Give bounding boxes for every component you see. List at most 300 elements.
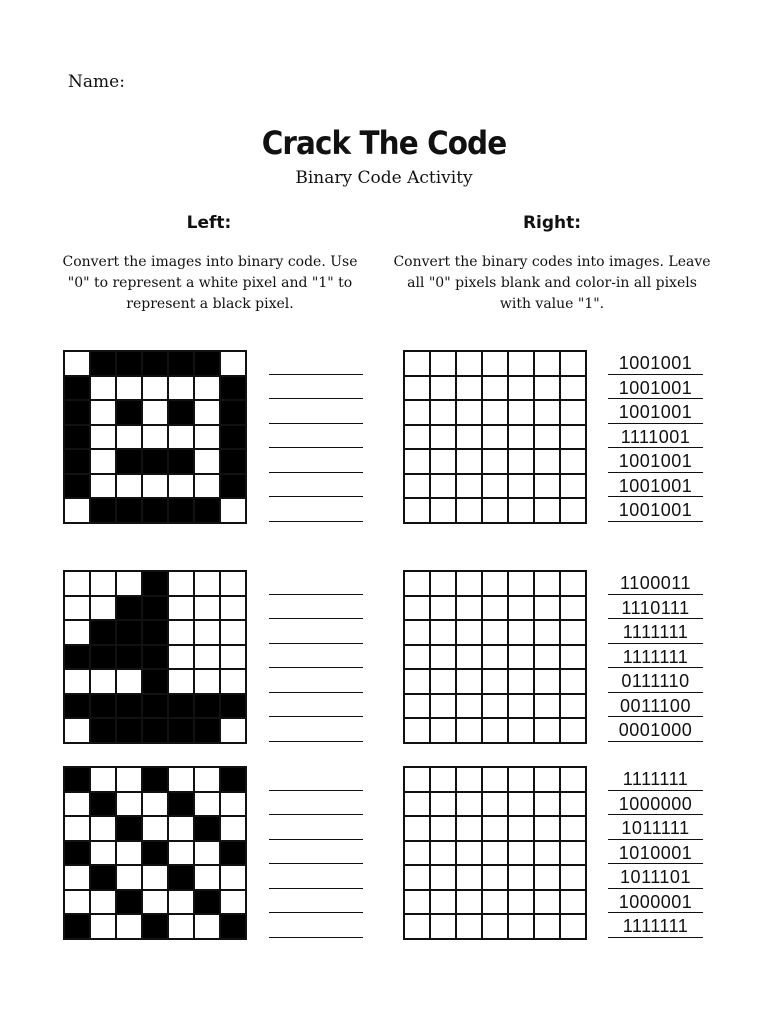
pixel-cell[interactable] [482, 669, 508, 694]
pixel-cell[interactable] [508, 645, 534, 670]
pixel-cell[interactable] [404, 571, 430, 596]
pixel-cell [220, 425, 246, 450]
pixel-cell[interactable] [430, 571, 456, 596]
pixel-cell[interactable] [508, 865, 534, 890]
pixel-cell[interactable] [430, 914, 456, 939]
answer-line[interactable] [269, 889, 363, 914]
pixel-cell[interactable] [482, 645, 508, 670]
pixel-cell[interactable] [430, 425, 456, 450]
pixel-cell [168, 718, 194, 743]
binary-code: 0111110 [608, 668, 703, 693]
pixel-cell [194, 400, 220, 425]
pixel-cell[interactable] [482, 890, 508, 915]
pixel-cell [194, 351, 220, 376]
pixel-cell[interactable] [508, 767, 534, 792]
pixel-cell[interactable] [534, 425, 560, 450]
pixel-cell [90, 449, 116, 474]
pixel-cell[interactable] [560, 669, 586, 694]
pixel-cell[interactable] [534, 914, 560, 939]
pixel-cell[interactable] [430, 596, 456, 621]
pixel-cell[interactable] [482, 400, 508, 425]
pixel-cell[interactable] [560, 792, 586, 817]
pixel-cell [142, 498, 168, 523]
answer-line[interactable] [269, 350, 363, 375]
pixel-cell [168, 841, 194, 866]
pixel-cell [90, 890, 116, 915]
pixel-cell[interactable] [560, 449, 586, 474]
binary-code: 1111111 [608, 644, 703, 669]
pixel-cell[interactable] [482, 571, 508, 596]
pixel-cell [64, 571, 90, 596]
pixel-cell[interactable] [482, 620, 508, 645]
pixel-cell [142, 816, 168, 841]
pixel-cell[interactable] [508, 596, 534, 621]
pixel-cell [194, 474, 220, 499]
left-image-grid-1 [63, 350, 247, 524]
pixel-cell [168, 816, 194, 841]
pixel-cell[interactable] [508, 694, 534, 719]
pixel-cell [64, 620, 90, 645]
pixel-cell[interactable] [508, 351, 534, 376]
pixel-cell[interactable] [404, 669, 430, 694]
answer-line[interactable] [269, 424, 363, 449]
pixel-cell[interactable] [482, 767, 508, 792]
pixel-cell [90, 351, 116, 376]
pixel-cell[interactable] [430, 792, 456, 817]
pixel-cell[interactable] [456, 400, 482, 425]
left-heading: Left: [186, 213, 232, 233]
pixel-cell[interactable] [430, 498, 456, 523]
pixel-cell [220, 571, 246, 596]
pixel-cell[interactable] [456, 425, 482, 450]
pixel-cell[interactable] [456, 914, 482, 939]
pixel-cell[interactable] [534, 351, 560, 376]
pixel-cell [142, 425, 168, 450]
pixel-cell [194, 425, 220, 450]
binary-code: 1010001 [608, 840, 703, 865]
right-heading: Right: [522, 213, 582, 233]
pixel-cell[interactable] [404, 890, 430, 915]
pixel-cell [142, 767, 168, 792]
pixel-cell[interactable] [404, 914, 430, 939]
pixel-cell [168, 645, 194, 670]
right-instructions: Convert the binary codes into images. Leave all "0" pixels blank and color-in all pixels with value "1". [393, 254, 711, 312]
pixel-cell[interactable] [560, 425, 586, 450]
pixel-cell[interactable] [456, 620, 482, 645]
pixel-cell [220, 792, 246, 817]
pixel-cell[interactable] [482, 425, 508, 450]
pixel-cell [194, 718, 220, 743]
pixel-cell[interactable] [482, 718, 508, 743]
pixel-cell [168, 890, 194, 915]
pixel-cell [116, 596, 142, 621]
pixel-cell [64, 694, 90, 719]
pixel-cell[interactable] [560, 376, 586, 401]
pixel-cell[interactable] [534, 816, 560, 841]
pixel-cell[interactable] [456, 865, 482, 890]
pixel-cell [168, 498, 194, 523]
answer-lines-1 [269, 350, 363, 522]
pixel-cell[interactable] [534, 767, 560, 792]
pixel-cell [142, 890, 168, 915]
answer-line[interactable] [269, 766, 363, 791]
pixel-cell [116, 351, 142, 376]
binary-code: 1011101 [608, 864, 703, 889]
pixel-cell[interactable] [404, 792, 430, 817]
pixel-cell [168, 767, 194, 792]
pixel-cell[interactable] [404, 718, 430, 743]
pixel-cell[interactable] [482, 596, 508, 621]
answer-line[interactable] [269, 595, 363, 620]
pixel-cell[interactable] [404, 620, 430, 645]
pixel-cell[interactable] [560, 914, 586, 939]
binary-code: 1001001 [608, 399, 703, 424]
pixel-cell [220, 890, 246, 915]
pixel-cell[interactable] [508, 449, 534, 474]
answer-line[interactable] [269, 913, 363, 938]
pixel-cell [116, 376, 142, 401]
name-label: Name: [68, 72, 125, 92]
pixel-cell [142, 669, 168, 694]
pixel-cell[interactable] [430, 767, 456, 792]
answer-line[interactable] [269, 570, 363, 595]
pixel-cell[interactable] [534, 449, 560, 474]
answer-line[interactable] [269, 791, 363, 816]
pixel-cell [142, 400, 168, 425]
pixel-cell[interactable] [482, 914, 508, 939]
pixel-cell [168, 376, 194, 401]
pixel-cell [64, 376, 90, 401]
pixel-cell [142, 645, 168, 670]
pixel-cell[interactable] [430, 376, 456, 401]
pixel-cell[interactable] [508, 498, 534, 523]
pixel-cell[interactable] [508, 890, 534, 915]
binary-codes-2 [608, 570, 703, 742]
pixel-cell [64, 792, 90, 817]
pixel-cell[interactable] [508, 620, 534, 645]
pixel-cell [116, 718, 142, 743]
pixel-cell[interactable] [508, 376, 534, 401]
left-image-grid-3 [63, 766, 247, 940]
pixel-cell [194, 669, 220, 694]
pixel-cell[interactable] [534, 865, 560, 890]
pixel-cell [90, 865, 116, 890]
pixel-cell [194, 694, 220, 719]
pixel-cell[interactable] [404, 816, 430, 841]
pixel-cell[interactable] [560, 841, 586, 866]
pixel-cell[interactable] [430, 841, 456, 866]
pixel-cell [64, 718, 90, 743]
pixel-cell[interactable] [456, 669, 482, 694]
pixel-cell[interactable] [430, 718, 456, 743]
pixel-cell[interactable] [534, 890, 560, 915]
binary-codes-3 [608, 766, 703, 938]
binary-code: 0011100 [608, 693, 703, 718]
pixel-cell [90, 645, 116, 670]
pixel-cell [90, 376, 116, 401]
pixel-cell[interactable] [456, 645, 482, 670]
pixel-cell[interactable] [482, 449, 508, 474]
pixel-cell [168, 865, 194, 890]
answer-line[interactable] [269, 668, 363, 693]
pixel-cell [142, 841, 168, 866]
pixel-cell[interactable] [404, 694, 430, 719]
pixel-cell[interactable] [404, 425, 430, 450]
pixel-cell [116, 498, 142, 523]
pixel-cell [64, 645, 90, 670]
pixel-cell[interactable] [404, 498, 430, 523]
pixel-cell [116, 620, 142, 645]
pixel-cell[interactable] [404, 351, 430, 376]
pixel-cell[interactable] [508, 571, 534, 596]
pixel-cell[interactable] [508, 718, 534, 743]
pixel-cell[interactable] [534, 620, 560, 645]
pixel-cell[interactable] [456, 376, 482, 401]
pixel-cell [220, 718, 246, 743]
pixel-cell [116, 816, 142, 841]
pixel-cell[interactable] [534, 400, 560, 425]
pixel-cell[interactable] [534, 645, 560, 670]
pixel-cell [116, 767, 142, 792]
answer-lines-2 [269, 570, 363, 742]
pixel-cell [90, 841, 116, 866]
pixel-cell[interactable] [560, 400, 586, 425]
pixel-cell[interactable] [534, 571, 560, 596]
binary-code: 1000000 [608, 791, 703, 816]
pixel-cell[interactable] [456, 571, 482, 596]
pixel-cell[interactable] [508, 841, 534, 866]
pixel-cell [116, 890, 142, 915]
answer-line[interactable] [269, 473, 363, 498]
pixel-cell[interactable] [404, 865, 430, 890]
left-image-grid-2 [63, 570, 247, 744]
answer-line[interactable] [269, 399, 363, 424]
pixel-cell [220, 914, 246, 939]
pixel-cell[interactable] [560, 767, 586, 792]
pixel-cell[interactable] [404, 400, 430, 425]
pixel-cell[interactable] [482, 816, 508, 841]
pixel-cell [142, 596, 168, 621]
pixel-cell[interactable] [404, 449, 430, 474]
pixel-cell [168, 669, 194, 694]
pixel-cell[interactable] [456, 718, 482, 743]
pixel-cell[interactable] [404, 474, 430, 499]
pixel-cell [168, 694, 194, 719]
binary-code: 1011111 [608, 815, 703, 840]
pixel-cell [220, 474, 246, 499]
pixel-cell [220, 816, 246, 841]
pixel-cell[interactable] [534, 669, 560, 694]
pixel-cell [64, 841, 90, 866]
binary-code: 1001001 [608, 448, 703, 473]
pixel-cell[interactable] [560, 571, 586, 596]
pixel-cell[interactable] [430, 669, 456, 694]
binary-code: 1001001 [608, 473, 703, 498]
pixel-cell [64, 498, 90, 523]
pixel-cell[interactable] [482, 351, 508, 376]
pixel-cell [90, 596, 116, 621]
right-blank-grid-2 [403, 570, 587, 744]
pixel-cell [142, 694, 168, 719]
pixel-cell [64, 669, 90, 694]
pixel-cell[interactable] [404, 767, 430, 792]
pixel-cell[interactable] [430, 400, 456, 425]
answer-lines-3 [269, 766, 363, 938]
page-title: Crack The Code [261, 124, 507, 162]
pixel-cell [90, 498, 116, 523]
pixel-cell[interactable] [560, 498, 586, 523]
pixel-cell [64, 425, 90, 450]
pixel-cell[interactable] [482, 841, 508, 866]
pixel-cell[interactable] [508, 669, 534, 694]
answer-line[interactable] [269, 644, 363, 669]
pixel-cell[interactable] [508, 400, 534, 425]
pixel-cell[interactable] [430, 865, 456, 890]
pixel-cell[interactable] [430, 351, 456, 376]
pixel-cell[interactable] [404, 376, 430, 401]
pixel-cell[interactable] [456, 474, 482, 499]
pixel-cell[interactable] [560, 890, 586, 915]
answer-line[interactable] [269, 497, 363, 522]
pixel-cell[interactable] [482, 376, 508, 401]
pixel-cell [64, 474, 90, 499]
pixel-cell[interactable] [560, 816, 586, 841]
pixel-cell [116, 449, 142, 474]
pixel-cell[interactable] [456, 841, 482, 866]
answer-line[interactable] [269, 375, 363, 400]
pixel-cell[interactable] [560, 351, 586, 376]
pixel-cell[interactable] [560, 694, 586, 719]
pixel-cell[interactable] [508, 425, 534, 450]
pixel-cell [90, 767, 116, 792]
right-blank-grid-1 [403, 350, 587, 524]
pixel-cell [194, 914, 220, 939]
pixel-cell[interactable] [430, 620, 456, 645]
pixel-cell[interactable] [560, 645, 586, 670]
pixel-cell[interactable] [404, 841, 430, 866]
binary-codes-1 [608, 350, 703, 522]
pixel-cell[interactable] [534, 474, 560, 499]
left-instructions: Convert the images into binary code. Use "0" to represent a white pixel and "1" to represent a black pixel. [62, 254, 358, 312]
pixel-cell [220, 376, 246, 401]
pixel-cell [90, 400, 116, 425]
pixel-cell[interactable] [430, 890, 456, 915]
pixel-cell[interactable] [482, 694, 508, 719]
pixel-cell [142, 571, 168, 596]
pixel-cell [116, 474, 142, 499]
pixel-cell[interactable] [560, 865, 586, 890]
pixel-cell[interactable] [456, 596, 482, 621]
pixel-cell[interactable] [482, 498, 508, 523]
pixel-cell [194, 596, 220, 621]
right-blank-grid-3 [403, 766, 587, 940]
pixel-cell[interactable] [560, 620, 586, 645]
answer-line[interactable] [269, 448, 363, 473]
pixel-cell [116, 694, 142, 719]
pixel-cell [220, 449, 246, 474]
pixel-cell [90, 694, 116, 719]
pixel-cell[interactable] [430, 645, 456, 670]
pixel-cell[interactable] [430, 816, 456, 841]
answer-line[interactable] [269, 815, 363, 840]
pixel-cell [90, 816, 116, 841]
pixel-cell[interactable] [456, 449, 482, 474]
pixel-cell [168, 474, 194, 499]
pixel-cell[interactable] [508, 914, 534, 939]
binary-code: 1100011 [608, 570, 703, 595]
pixel-cell[interactable] [456, 890, 482, 915]
pixel-cell [220, 865, 246, 890]
pixel-cell[interactable] [456, 816, 482, 841]
pixel-cell [168, 914, 194, 939]
pixel-cell [168, 425, 194, 450]
pixel-cell[interactable] [482, 865, 508, 890]
pixel-cell[interactable] [534, 718, 560, 743]
pixel-cell [168, 449, 194, 474]
pixel-cell[interactable] [508, 792, 534, 817]
pixel-cell[interactable] [534, 841, 560, 866]
pixel-cell[interactable] [430, 694, 456, 719]
pixel-cell[interactable] [430, 449, 456, 474]
pixel-cell [194, 376, 220, 401]
binary-code: 1111111 [608, 766, 703, 791]
pixel-cell [116, 425, 142, 450]
pixel-cell[interactable] [404, 645, 430, 670]
pixel-cell[interactable] [508, 474, 534, 499]
answer-line[interactable] [269, 840, 363, 865]
pixel-cell [194, 498, 220, 523]
pixel-cell[interactable] [534, 694, 560, 719]
pixel-cell[interactable] [456, 694, 482, 719]
pixel-cell[interactable] [560, 474, 586, 499]
pixel-cell [220, 596, 246, 621]
pixel-cell [220, 400, 246, 425]
pixel-cell [142, 718, 168, 743]
answer-line[interactable] [269, 717, 363, 742]
pixel-cell [90, 718, 116, 743]
pixel-cell[interactable] [430, 474, 456, 499]
pixel-cell[interactable] [534, 498, 560, 523]
pixel-cell [220, 694, 246, 719]
pixel-cell[interactable] [560, 718, 586, 743]
pixel-cell[interactable] [456, 498, 482, 523]
pixel-cell[interactable] [456, 792, 482, 817]
pixel-cell [194, 792, 220, 817]
pixel-cell[interactable] [534, 596, 560, 621]
pixel-cell [220, 669, 246, 694]
pixel-cell [90, 669, 116, 694]
pixel-cell [168, 351, 194, 376]
pixel-cell[interactable] [534, 376, 560, 401]
pixel-cell [168, 400, 194, 425]
pixel-cell[interactable] [560, 596, 586, 621]
pixel-cell[interactable] [456, 351, 482, 376]
pixel-cell [64, 890, 90, 915]
pixel-cell [142, 792, 168, 817]
pixel-cell [64, 767, 90, 792]
pixel-cell[interactable] [508, 816, 534, 841]
answer-line[interactable] [269, 864, 363, 889]
pixel-cell[interactable] [534, 792, 560, 817]
pixel-cell [194, 571, 220, 596]
answer-line[interactable] [269, 693, 363, 718]
answer-line[interactable] [269, 619, 363, 644]
pixel-cell [116, 841, 142, 866]
pixel-cell[interactable] [482, 474, 508, 499]
pixel-cell[interactable] [456, 767, 482, 792]
pixel-cell[interactable] [404, 596, 430, 621]
pixel-cell[interactable] [482, 792, 508, 817]
